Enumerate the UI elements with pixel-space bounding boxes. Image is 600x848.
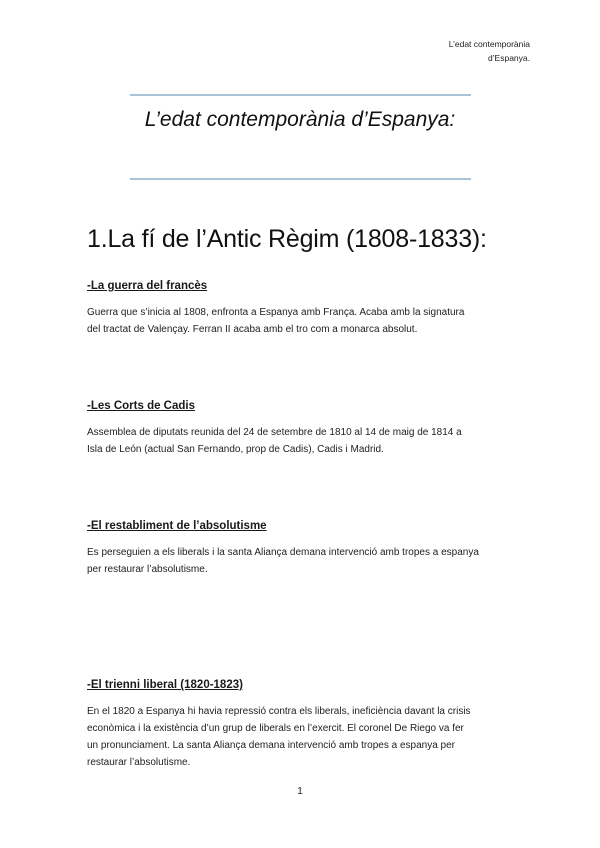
title-rule-top: [130, 94, 471, 96]
section-body: [87, 544, 517, 578]
title-rule-bottom: [130, 178, 471, 180]
section-restabliment-absolutisme: [87, 520, 517, 578]
section-corts-cadis: [87, 400, 517, 458]
header-line-2: d’Espanya.: [487, 53, 530, 63]
section-body: [87, 424, 517, 458]
body-line: En el 1820 a Espanya hi havia repressió contra els liberals, ineficiència davant la crisis: [87, 706, 471, 717]
body-line: Guerra que s’inicia al 1808, enfronta a Espanya amb França. Acaba amb la signatura: [87, 307, 465, 318]
header-line-1: L’edat contemporània: [448, 39, 530, 49]
section-guerra-frances: [87, 280, 517, 338]
running-header: [449, 37, 530, 65]
section-title: -El restabliment de l’absolutisme: [87, 520, 267, 532]
page-number: 1: [297, 786, 303, 797]
body-line: un pronunciament. La santa Aliança demana intervenció amb tropes a espanya per: [87, 740, 456, 751]
body-line: restaurar l’absolutisme.: [87, 757, 191, 768]
body-line: econòmica i la existència d’un grup de liberals en l’exercit. El coronel De Riego va fer: [87, 723, 464, 734]
section-body: [87, 703, 517, 771]
document-title: L’edat contemporània d’Espanya:: [144, 108, 456, 131]
section-body: [87, 304, 517, 338]
section-title: -La guerra del francès: [87, 280, 208, 292]
section-trienni-liberal: [87, 679, 517, 771]
section-title: -Les Corts de Cadis: [87, 400, 195, 412]
body-line: Assemblea de diputats reunida del 24 de setembre de 1810 al 14 de maig de 1814 a: [87, 427, 462, 438]
body-line: Es perseguien a els liberals i la santa Aliança demana intervenció amb tropes a espanya: [87, 547, 479, 558]
body-line: del tractat de Valençay. Ferran II acaba amb el tro com a monarca absolut.: [87, 324, 418, 335]
body-line: Isla de León (actual San Fernando, prop de Cadis), Cadis i Madrid.: [87, 444, 384, 455]
chapter-heading: 1.La fí de l’Antic Règim (1808-1833):: [87, 225, 487, 253]
body-line: per restaurar l’absolutisme.: [87, 564, 208, 575]
section-title: -El trienni liberal (1820-1823): [87, 679, 243, 691]
